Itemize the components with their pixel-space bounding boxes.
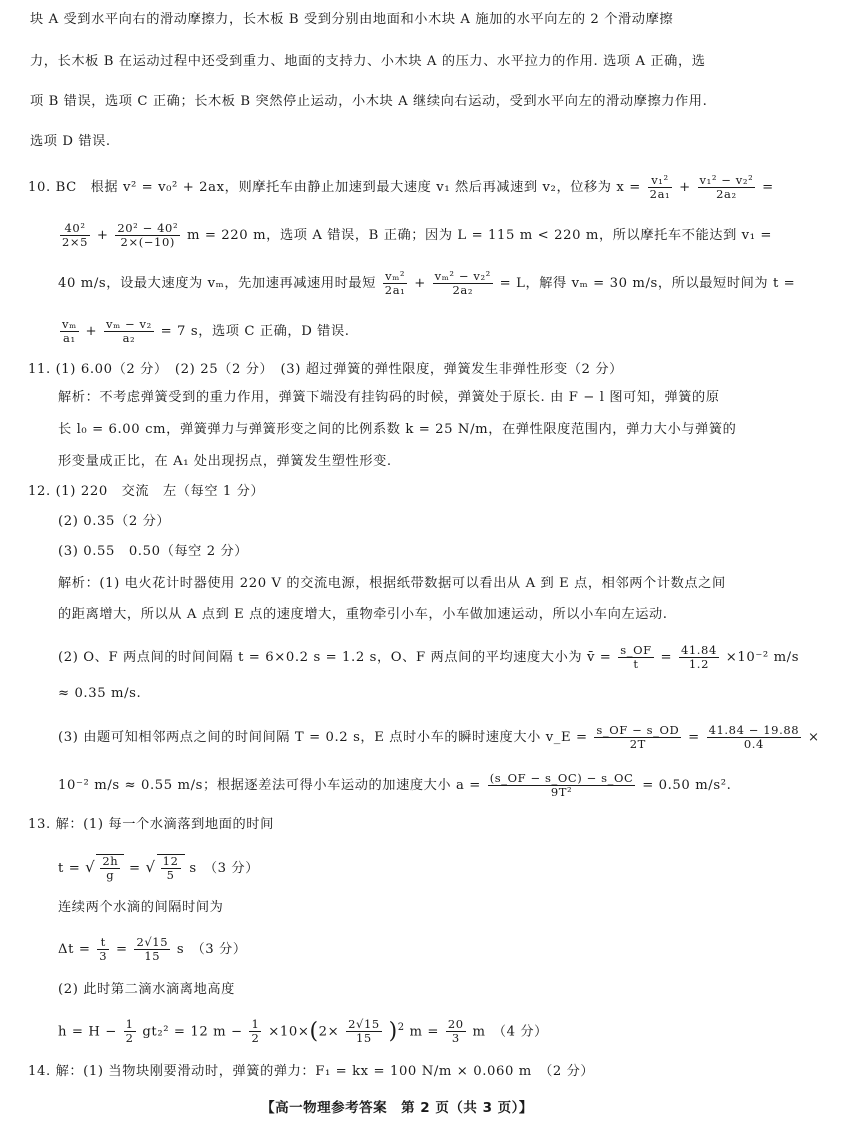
q10-fraction: $\frac{\text{v₁² − v₂²}}{\text{2a₂}}$ (699, 173, 754, 201)
q13-line-5: (2) 此时第二滴水滴离地高度 (58, 982, 235, 997)
q13-line-3: 连续两个水滴的间隔时间为 (58, 900, 224, 915)
q11-line-1: 11. (1) 6.00（2 分） (2) 25（2 分） (3) 超过弹簧的弹性限度，弹簧发生非弹性形变（2 分） (28, 362, 623, 377)
q13-line-2: t = √ $\frac{2h}{g}$ = √ $\frac{12}{5}$ s （3 分） (58, 854, 260, 882)
q10-line-2: $\frac{\text{40²}}{2\times 5}$ + $\frac{\text{20² − 40²}}{2\times(-10)}$ m = 220 m，选项 A 错误，B 正确；因为 L = 115 m < 220 m，所以摩托车不能达到 v₁ = (62, 221, 773, 249)
q12-line-1: 12. (1) 220 交流 左（每空 1 分） (28, 484, 265, 499)
q12-fraction: $\frac{(s\_OF - s\_OC) - s\_OC}{\text{9T²}}$ (489, 771, 634, 799)
q10-fraction: $\frac{\text{v₁²}}{\text{2a₁}}$ (649, 173, 671, 201)
q12-line-2: (2) 0.35（2 分） (58, 514, 171, 529)
q13-fraction: $\frac{t}{3}$ (99, 935, 108, 963)
q12-line-8: (3) 由题可知相邻两点之间的时间间隔 T = 0.2 s，E 点时小车的瞬时速度大小 v_E = $\frac{s\_OF - s\_OD}{2T}$ = $\frac{41.84 - 19.88}{0.4}$ × (58, 723, 820, 751)
q9-line-4: 选项 D 错误. (30, 134, 111, 149)
q13-fraction: $\frac{1}{2}$ (125, 1017, 134, 1046)
q12-line-9: 10⁻² m/s ≈ 0.55 m/s；根据逐差法可得小车运动的加速度大小 a = $\frac{(s\_OF - s\_OC) - s\_OC}{\text{9T²}}$ = 0.50 m/s². (58, 771, 732, 799)
q13-line-6: h = H − $\frac{1}{2}$ gt₂² = 12 m − $\frac{1}{2}$ ×10×(2× $\frac{2√15}{15}$ )$^2$ m = $\frac{20}{3}$ m （4 分） (58, 1017, 548, 1046)
q12-fraction: $\frac{41.84}{1.2}$ (680, 643, 717, 671)
q10-fraction: $\frac{\text{vₘ}}{\text{a₁}}$ (62, 317, 77, 345)
q11-line-2: 解析：不考虑弹簧受到的重力作用，弹簧下端没有挂钩码的时候，弹簧处于原长. 由 F − l 图可知，弹簧的原 (58, 390, 720, 405)
q13-line-1: 13. 解：(1) 每一个水滴落到地面的时间 (28, 817, 274, 832)
q13-fraction: $\frac{20}{3}$ (447, 1017, 464, 1046)
q12-fraction: $\frac{s\_OF}{t}$ (620, 643, 652, 671)
q12-line-4: 解析：(1) 电火花计时器使用 220 V 的交流电源，根据纸带数据可以看出从 A 到 E 点，相邻两个计数点之间 (58, 576, 726, 591)
q13-fraction: $\frac{12}{5}$ (162, 854, 179, 882)
q12-line-7: ≈ 0.35 m/s. (58, 686, 142, 701)
q14-line-1: 14. 解：(1) 当物块刚要滑动时，弹簧的弹力：F₁ = kx = 100 N/m × 0.060 m （2 分） (28, 1064, 595, 1079)
q12-fraction: $\frac{41.84 - 19.88}{0.4}$ (708, 723, 800, 751)
q10-fraction: $\frac{\text{vₘ²}}{\text{2a₁}}$ (384, 269, 406, 297)
q12-fraction: $\frac{s\_OF - s\_OD}{2T}$ (596, 723, 680, 751)
q12-line-6: (2) O、F 两点间的时间间隔 t = 6×0.2 s = 1.2 s，O、F 两点间的平均速度大小为 v̄ = $\frac{s\_OF}{t}$ = $\frac{41.84}{1.2}$ ×10⁻² m/s (58, 643, 800, 671)
q11-line-4: 形变量成正比，在 A₁ 处出现拐点，弹簧发生塑性形变. (58, 454, 392, 469)
q13-line-4: Δt = $\frac{t}{3}$ = $\frac{2√15}{15}$ s （3 分） (58, 935, 247, 963)
q10-line-3: 40 m/s，设最大速度为 vₘ，先加速再减速用时最短 $\frac{\text{vₘ²}}{\text{2a₁}}$ + $\frac{\text{vₘ² − v₂²}}{\text{2a₂}}$ = L，解得 vₘ = 30 m/s，所以最短时间为 t = (58, 269, 796, 297)
q13-fraction: $\frac{2h}{g}$ (102, 854, 119, 882)
q10-fraction: $\frac{\text{vₘ² − v₂²}}{\text{2a₂}}$ (434, 269, 491, 297)
q13-fraction: $\frac{2√15}{15}$ (136, 935, 169, 963)
q11-line-3: 长 l₀ = 6.00 cm，弹簧弹力与弹簧形变之间的比例系数 k = 25 N/m，在弹性限度范围内，弹力大小与弹簧的 (58, 422, 737, 437)
q9-line-3: 项 B 错误，选项 C 正确；长木板 B 突然停止运动，小木块 A 继续向右运动，受到水平向左的滑动摩擦力作用. (30, 94, 708, 109)
q10-fraction: $\frac{\text{40²}}{2\times 5}$ (62, 221, 89, 249)
page-footer: 【高一物理参考答案 第 2 页（共 3 页）】 (261, 1100, 533, 1116)
q10-fraction: $\frac{\text{20² − 40²}}{2\times(-10)}$ (117, 221, 179, 249)
q9-line-2: 力，长木板 B 在运动过程中还受到重力、地面的支持力、小木块 A 的压力、水平拉力的作用. 选项 A 正确，选 (30, 54, 706, 69)
q10-line-4: $\frac{\text{vₘ}}{\text{a₁}}$ + $\frac{\text{vₘ − v₂}}{\text{a₂}}$ = 7 s，选项 C 正确，D 错误. (62, 317, 350, 345)
q13-fraction: $\frac{1}{2}$ (251, 1017, 260, 1046)
q10-line-1: 10. BC 根据 v² = v₀² + 2ax，则摩托车由静止加速到最大速度 v₁ 然后再减速到 v₂，位移为 x = $\frac{\text{v₁²}}{\text{2a₁}}$ + $\frac{\text{v₁² − v₂²}}{\text{2a₂}}$ = (28, 173, 774, 201)
q12-line-5: 的距离增大，所以从 A 点到 E 点的速度增大，重物牵引小车，小车做加速运动，所以小车向左运动. (58, 607, 668, 622)
q13-fraction: $\frac{2√15}{15}$ (348, 1017, 380, 1046)
q9-line-1: 块 A 受到水平向右的滑动摩擦力，长木板 B 受到分别由地面和小木块 A 施加的水平向左的 2 个滑动摩擦 (30, 12, 674, 27)
q10-fraction: $\frac{\text{vₘ − v₂}}{\text{a₂}}$ (106, 317, 152, 345)
q12-line-3: (3) 0.55 0.50（每空 2 分） (58, 544, 249, 559)
